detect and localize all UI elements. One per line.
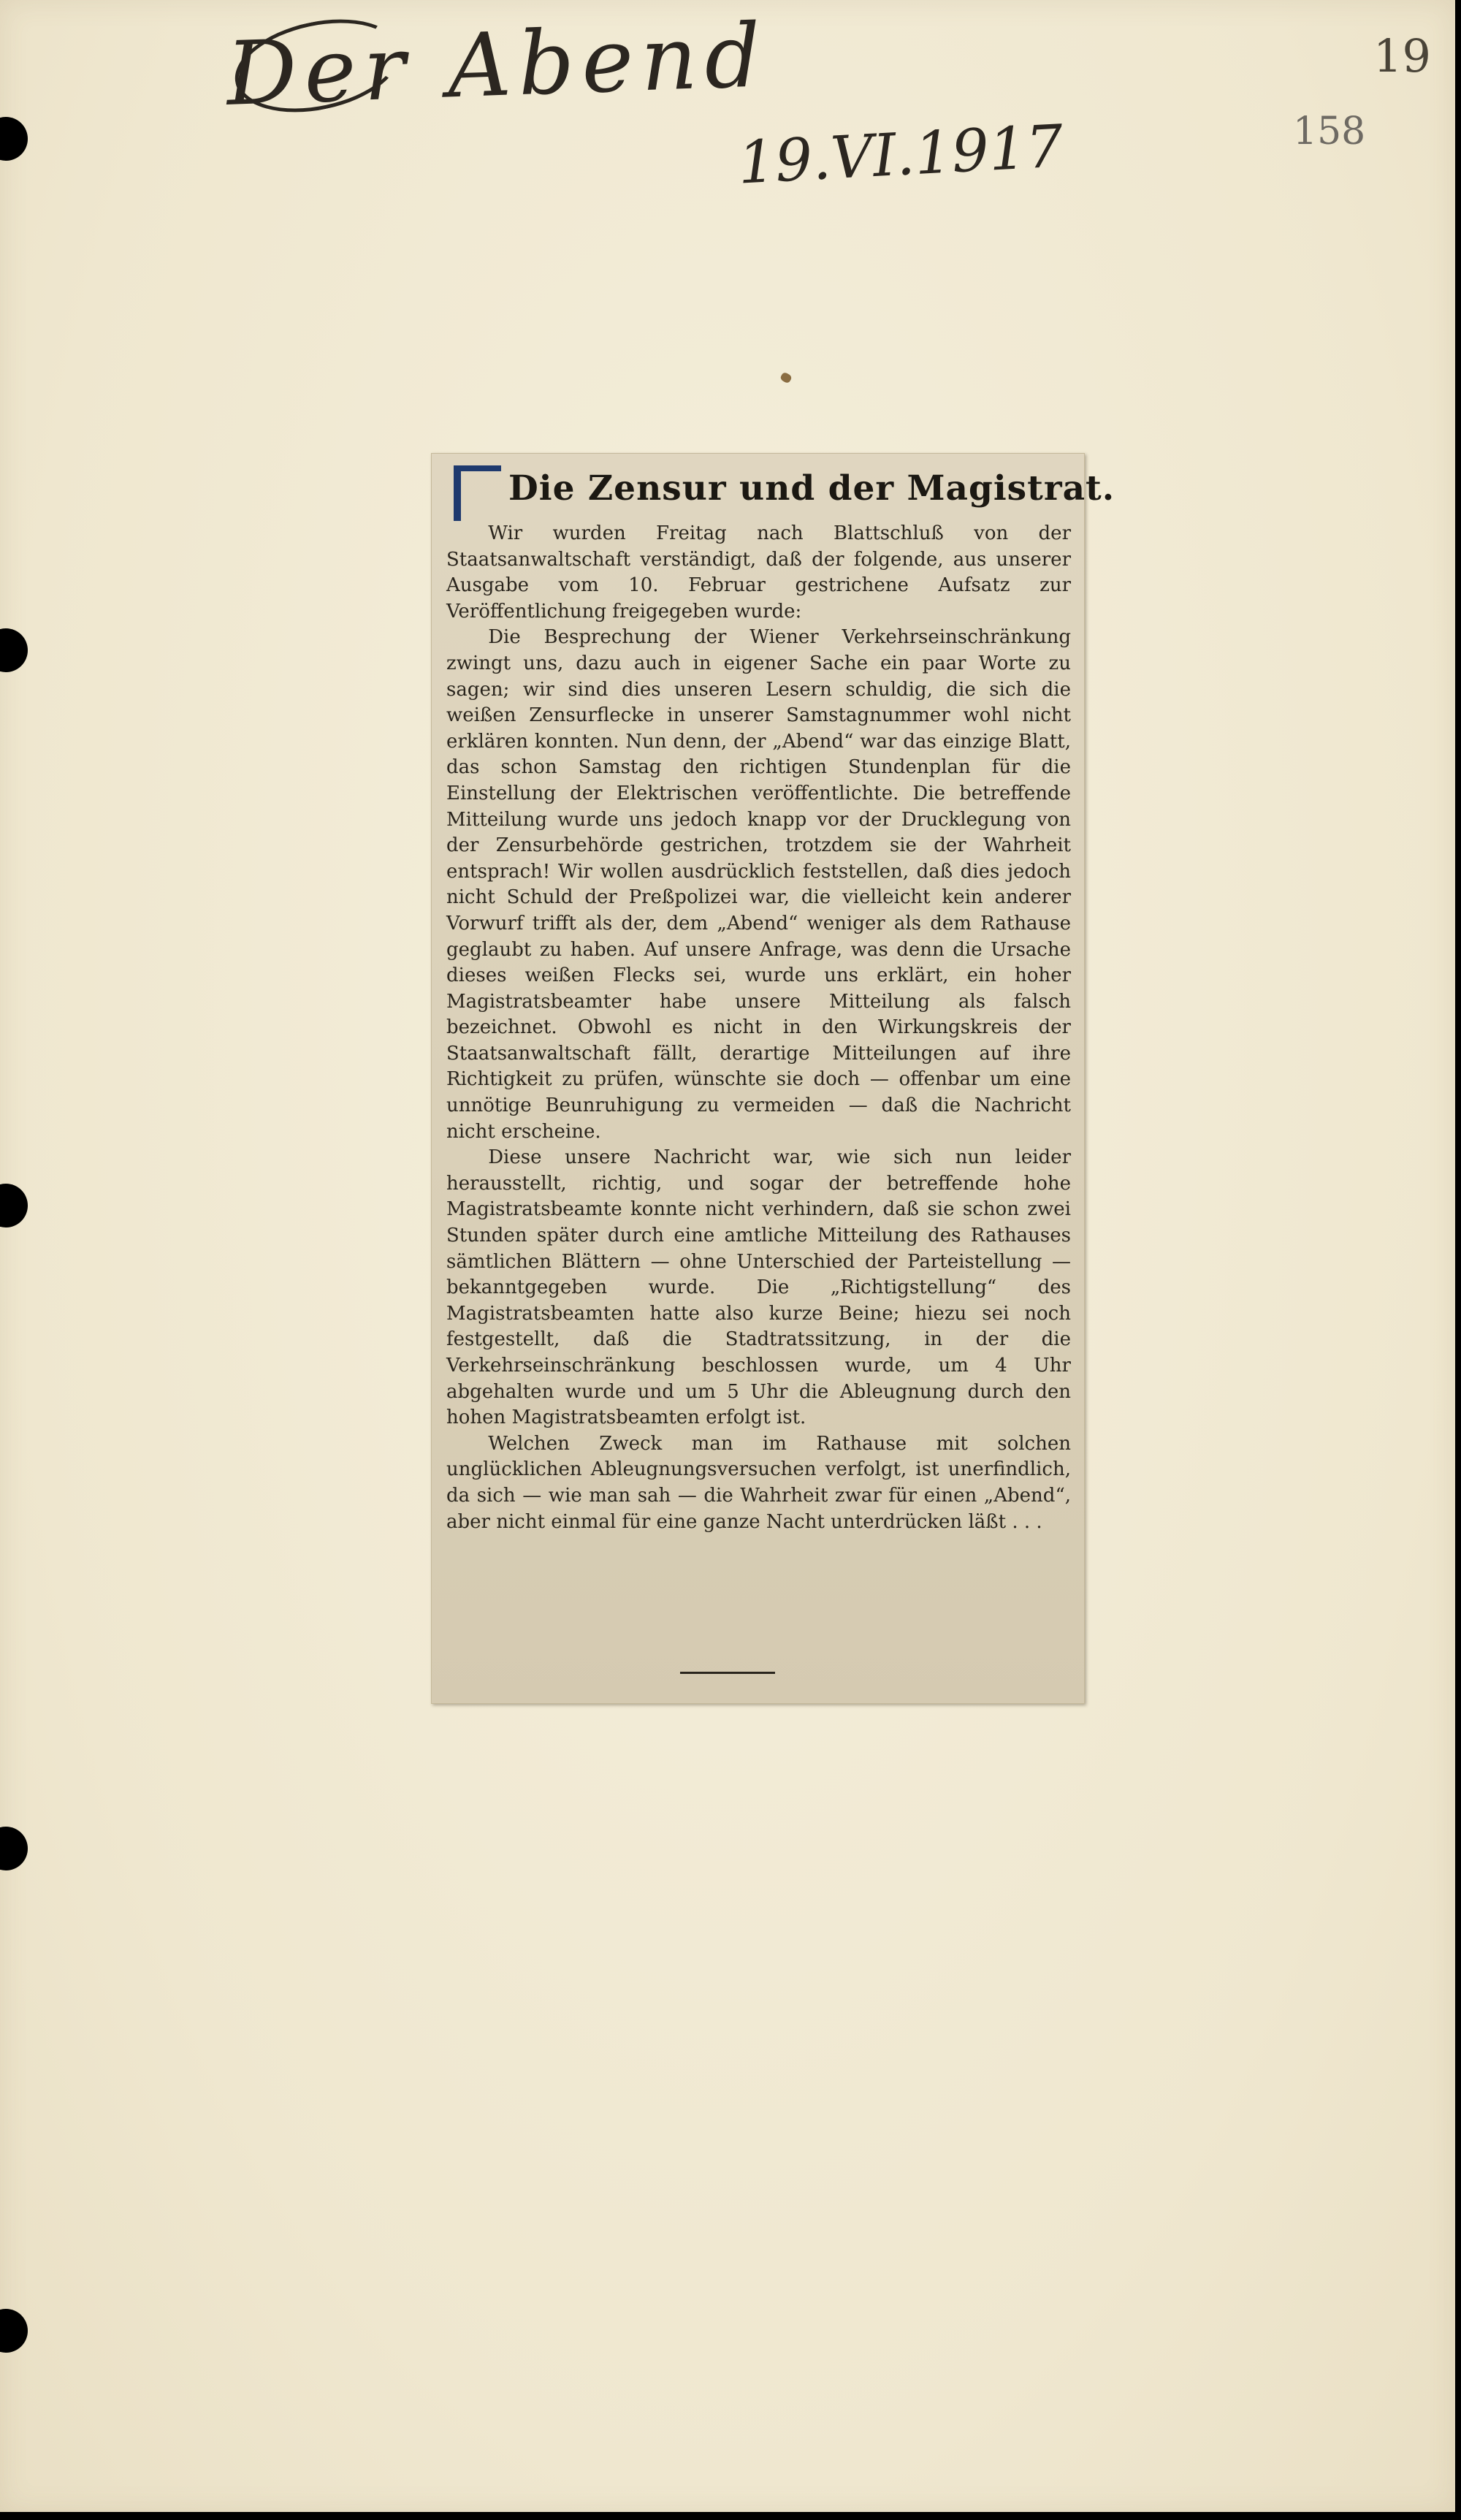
folio-number: 19: [1373, 29, 1431, 83]
punch-hole: [0, 628, 28, 672]
article-paragraph: Welchen Zweck man im Rathause mit solchen unglücklichen Ableugnungsversuchen verfolgt, ist unerfindlich, da sich — wie man sah — die Wahrheit zwar für einen „Abend“, aber nicht einmal für eine ganze Nacht unterdrücken läßt . . .: [446, 1432, 1071, 1533]
newspaper-clipping: [431, 453, 1115, 1704]
article-title: Die Zensur und der Magistrat.: [508, 468, 1115, 509]
article-body: [446, 521, 1071, 1535]
punch-hole: [0, 2309, 28, 2353]
punch-hole: [0, 1827, 28, 1870]
archive-number: 158: [1293, 110, 1366, 153]
blue-pencil-mark: [454, 465, 501, 521]
article-paragraph: Die Besprechung der Wiener Verkehrseinschränkung zwingt uns, dazu auch in eigener Sache ein paar Worte zu sagen; wir sind dies unseren Lesern schuldig, die sich die weißen Zensurflecke in unserer Samstagnummer wohl nicht erklären konnten. Nun denn, der „Abend“ war das einzige Blatt, das schon Samstag den richtigen Stundenplan für die Einstellung der Elektrischen veröffentlichte. Die betreffende Mitteilung wurde uns jedoch knapp vor der Drucklegung von der Zensurbehörde gestrichen, trotzdem sie der Wahrheit entsprach! Wir wollen ausdrücklich feststellen, daß dies jedoch nicht Schuld der Preßpolizei war, die vielleicht kein anderer Vorwurf trifft als der, dem „Abend“ weniger als dem Rathause geglaubt zu haben. Auf unsere Anfrage, was denn die Ursache dieses weißen Flecks sei, wurde uns erklärt, ein hoher Magistratsbeamter habe unsere Mitteilung als falsch bezeichnet. Obwohl es nicht in den Wirkungskreis der Staatsanwaltschaft fällt, derartige Mitteilungen auf ihre Richtigkeit zu prüfen, wünschte sie doch — offenbar um eine unnötige Beunruhigung zu vermeiden — daß die Nachricht nicht erscheine.: [446, 626, 1071, 1143]
article-paragraph: Wir wurden Freitag nach Blattschluß von der Staatsanwaltschaft verständigt, daß der folgende, aus unserer Ausgabe vom 10. Februar gestrichene Aufsatz zur Veröffentlichung freigegeben wurde:: [446, 522, 1071, 623]
publication-date: 19.VI.1917: [736, 112, 1065, 197]
end-rule: [680, 1672, 775, 1674]
publication-name: Der Abend: [224, 5, 770, 126]
article-paragraph: Diese unsere Nachricht war, wie sich nun leider herausstellt, richtig, und sogar der betreffende hohe Magistratsbeamte konnte nicht verhindern, daß sie schon zwei Stunden später durch eine amtliche Mitteilung des Rathauses sämtlichen Blättern — ohne Unterschied der Parteistellung — bekanntgegeben wurde. Die „Richtigstellung“ des Magistratsbeamten hatte also kurze Beine; hiezu sei noch festgestellt, daß die Stadtratssitzung, in der die Verkehrseinschränkung beschlossen wurde, um 4 Uhr abgehalten wurde und um 5 Uhr die Ableugnung durch den hohen Magistratsbeamten erfolgt ist.: [446, 1146, 1071, 1429]
punch-hole: [0, 1184, 28, 1227]
punch-hole: [0, 117, 28, 161]
paper-fleck: [779, 371, 793, 384]
